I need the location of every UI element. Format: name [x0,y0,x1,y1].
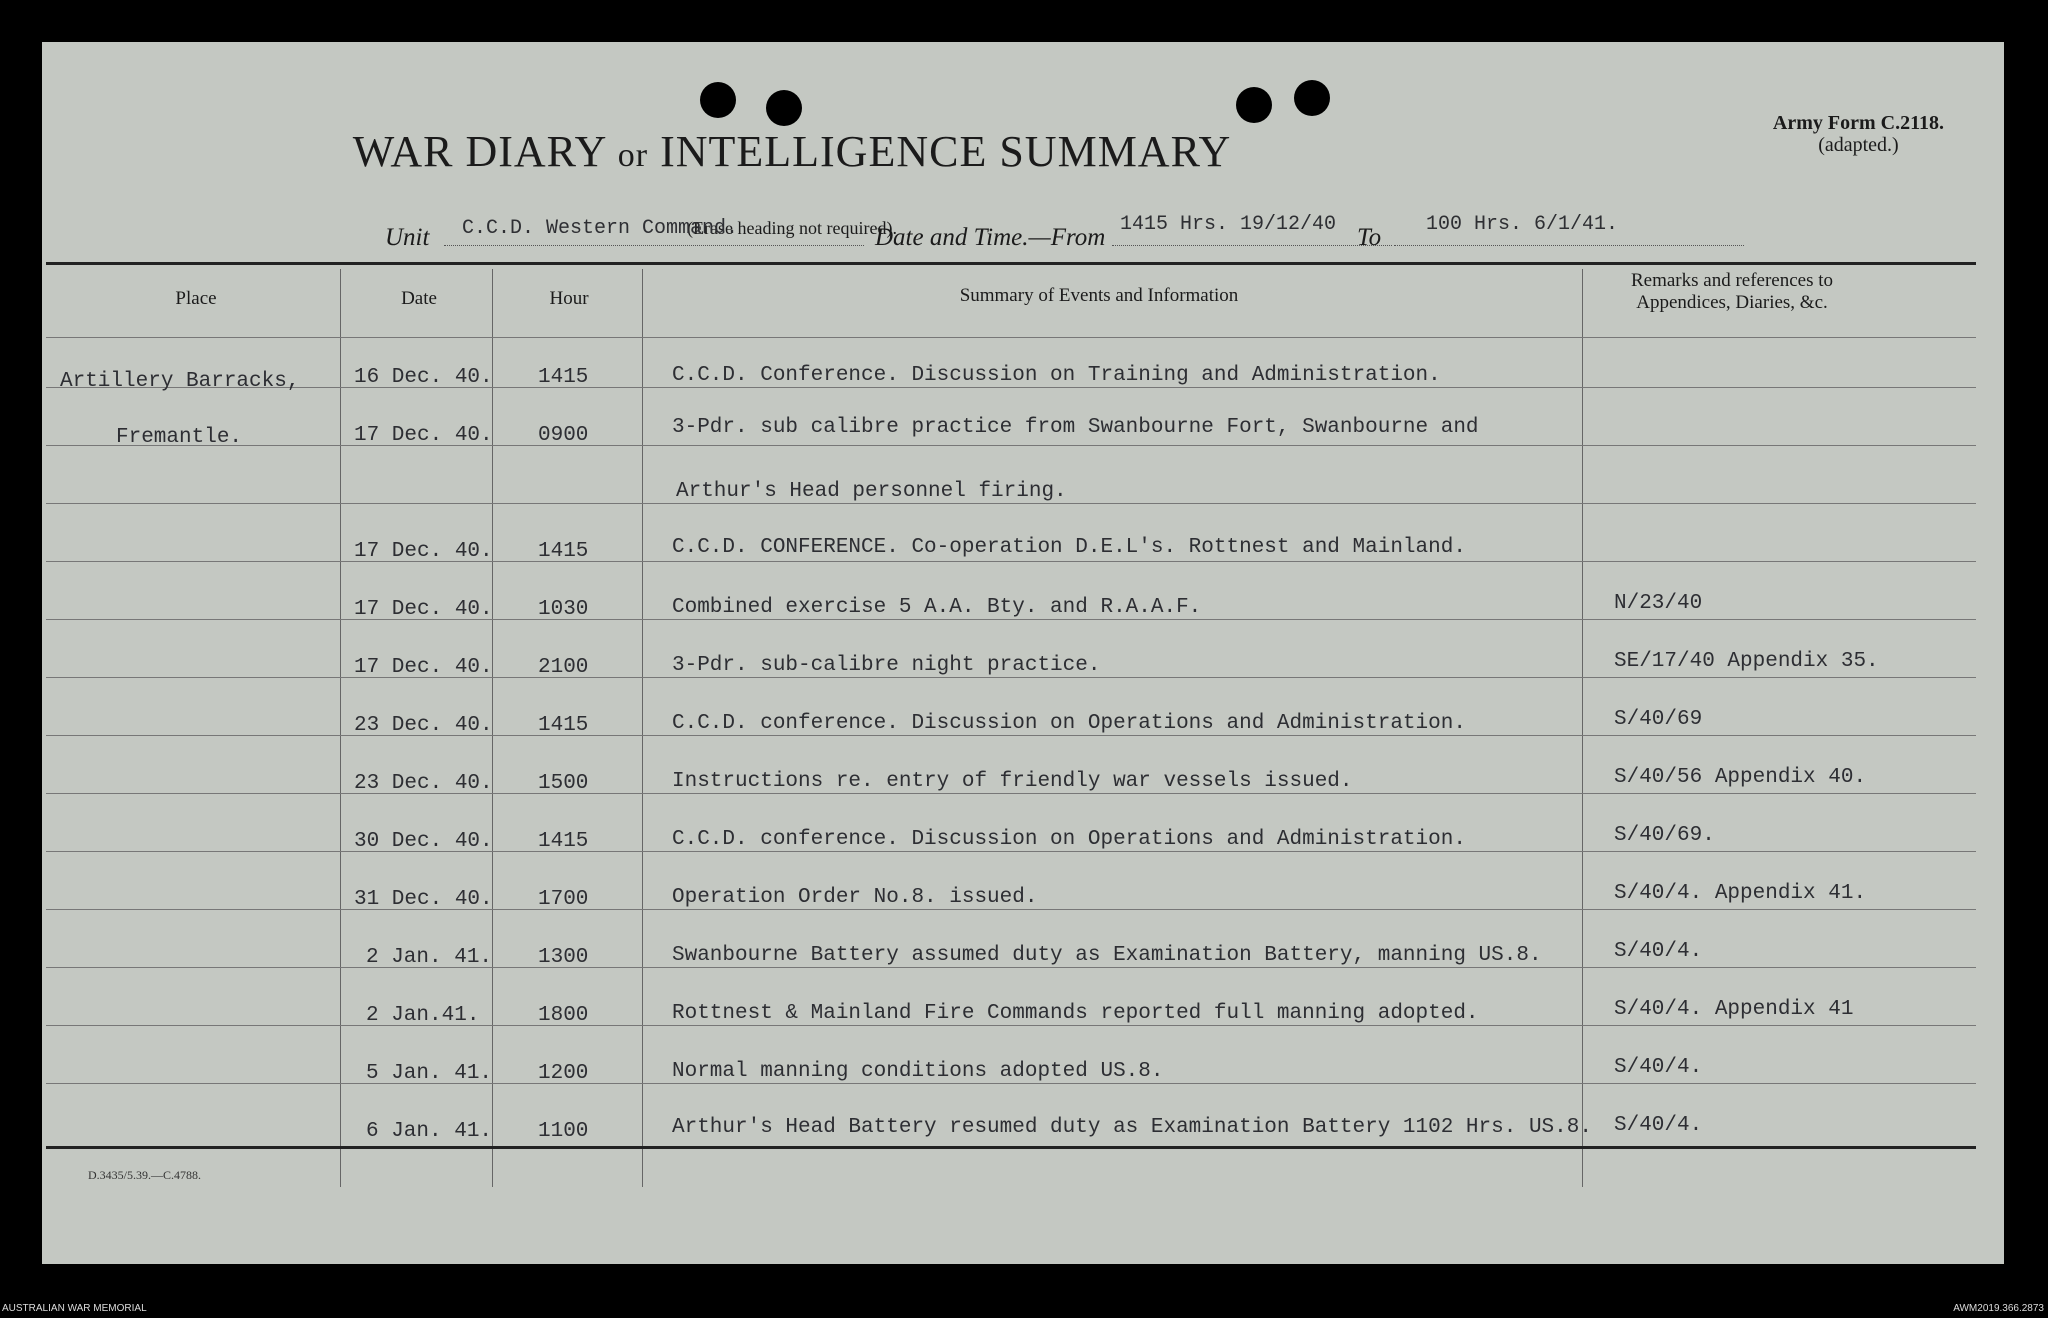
row-date: 17 Dec. 40. [354,424,493,447]
row-rule [46,677,1976,678]
row-summary: Combined exercise 5 A.A. Bty. and R.A.A.F. [672,596,1202,619]
column-header-remarks: Remarks and references to Appendices, Diaries, &c. [1630,270,1834,313]
row-date: 2 Jan. 41. [366,946,493,969]
row-summary: Arthur's Head Battery resumed duty as Examination Battery 1102 Hrs. US.8. [672,1116,1592,1139]
row-remarks: S/40/69. [1614,824,1715,847]
punch-hole [766,90,802,126]
column-header-place: Place [175,288,217,309]
row-summary: Normal manning conditions adopted US.8. [672,1060,1164,1083]
row-summary: Instructions re. entry of friendly war vessels issued. [672,770,1353,793]
header-bottom-rule [46,337,1976,338]
column-header-date: Date [401,288,437,309]
row-hour: 1700 [538,888,589,911]
title-or: or [617,137,649,174]
row-remarks: SE/17/40 Appendix 35. [1614,650,1879,673]
date-time-label: Date and Time.—From [875,224,1106,251]
row-hour: 1500 [538,772,589,795]
row-hour: 1030 [538,598,589,621]
archive-caption-right: AWM2019.366.2873 [1953,1303,2044,1314]
row-summary: C.C.D. Conference. Discussion on Training and Administration. [672,364,1441,387]
row-date: 5 Jan. 41. [366,1062,493,1085]
column-divider [642,269,643,1187]
page-title [42,126,1542,177]
row-remarks: S/40/4. [1614,1056,1703,1079]
form-adapted: (adapted.) [1818,134,1899,156]
army-form-label [1773,112,1944,156]
row-date: 31 Dec. 40. [354,888,493,911]
row-hour: 0900 [538,424,589,447]
row-date: 17 Dec. 40. [354,540,493,563]
row-remarks: S/40/56 Appendix 40. [1614,766,1867,789]
to-value: 100 Hrs. 6/1/41. [1426,213,1619,236]
row-date: 2 Jan.41. [366,1004,480,1027]
bottom-rule [46,1146,1976,1149]
to-label: To [1357,224,1382,251]
from-value: 1415 Hrs. 19/12/40 [1120,213,1337,236]
punch-hole [1236,87,1272,123]
row-rule [46,503,1976,504]
row-summary: Arthur's Head personnel firing. [676,480,1067,503]
row-remarks: S/40/69 [1614,708,1703,731]
title-war-diary: WAR DIARY [352,127,606,176]
row-rule [46,387,1976,388]
column-divider [340,269,341,1187]
row-date: 23 Dec. 40. [354,714,493,737]
row-hour: 1415 [538,830,589,853]
column-header-hour: Hour [549,288,589,309]
row-summary: 3-Pdr. sub calibre practice from Swanbourne Fort, Swanbourne and [672,416,1479,439]
row-rule [46,1083,1976,1084]
row-place: Artillery Barracks, [60,370,300,393]
row-date: 17 Dec. 40. [354,598,493,621]
row-hour: 1300 [538,946,589,969]
row-hour: 1800 [538,1004,589,1027]
row-rule [46,909,1976,910]
row-date: 16 Dec. 40. [354,366,493,389]
unit-label: Unit [385,224,430,251]
row-summary: 3-Pdr. sub-calibre night practice. [672,654,1101,677]
row-summary: Operation Order No.8. issued. [672,886,1038,909]
column-divider [1582,269,1583,1187]
erase-note: (Erase heading not required). [687,218,897,238]
row-remarks: S/40/4. [1614,940,1703,963]
row-rule [46,967,1976,968]
row-date: 6 Jan. 41. [366,1120,493,1143]
row-date: 17 Dec. 40. [354,656,493,679]
row-summary: C.C.D. conference. Discussion on Operations and Administration. [672,712,1466,735]
row-date: 30 Dec. 40. [354,830,493,853]
form-name: Army Form C.2118. [1772,112,1944,134]
row-summary: C.C.D. CONFERENCE. Co-operation D.E.L's. Rottnest and Mainland. [672,536,1466,559]
to-dotted-line [1394,245,1744,246]
row-summary: Rottnest & Mainland Fire Commands reported full manning adopted. [672,1002,1479,1025]
row-hour: 2100 [538,656,589,679]
row-remarks: S/40/4. Appendix 41. [1614,882,1867,905]
row-rule [46,619,1976,620]
row-rule [46,445,1976,446]
row-summary: C.C.D. conference. Discussion on Operations and Administration. [672,828,1466,851]
row-place: Fremantle. [116,426,243,449]
unit-dotted-line [444,245,864,246]
archive-caption-left: AUSTRALIAN WAR MEMORIAL [2,1303,147,1314]
row-rule [46,793,1976,794]
top-rule [46,262,1976,265]
row-hour: 1100 [538,1120,589,1143]
row-hour: 1415 [538,714,589,737]
diary-sheet [42,42,2004,1264]
row-rule [46,851,1976,852]
row-remarks: S/40/4. Appendix 41 [1614,998,1854,1021]
punch-hole [700,82,736,118]
title-intelligence-summary: INTELLIGENCE SUMMARY [660,127,1232,176]
row-rule [46,735,1976,736]
row-hour: 1200 [538,1062,589,1085]
row-hour: 1415 [538,540,589,563]
row-remarks: S/40/4. [1614,1114,1703,1137]
row-rule [46,1025,1976,1026]
column-header-summary: Summary of Events and Information [959,285,1239,306]
row-summary: Swanbourne Battery assumed duty as Examination Battery, manning US.8. [672,944,1542,967]
row-rule [46,561,1976,562]
row-hour: 1415 [538,366,589,389]
row-remarks: N/23/40 [1614,592,1703,615]
row-date: 23 Dec. 40. [354,772,493,795]
unit-value: C.C.D. Western Command. [462,217,739,240]
from-dotted-line [1112,245,1392,246]
print-code: D.3435/5.39.—C.4788. [88,1168,202,1182]
punch-hole [1294,80,1330,116]
